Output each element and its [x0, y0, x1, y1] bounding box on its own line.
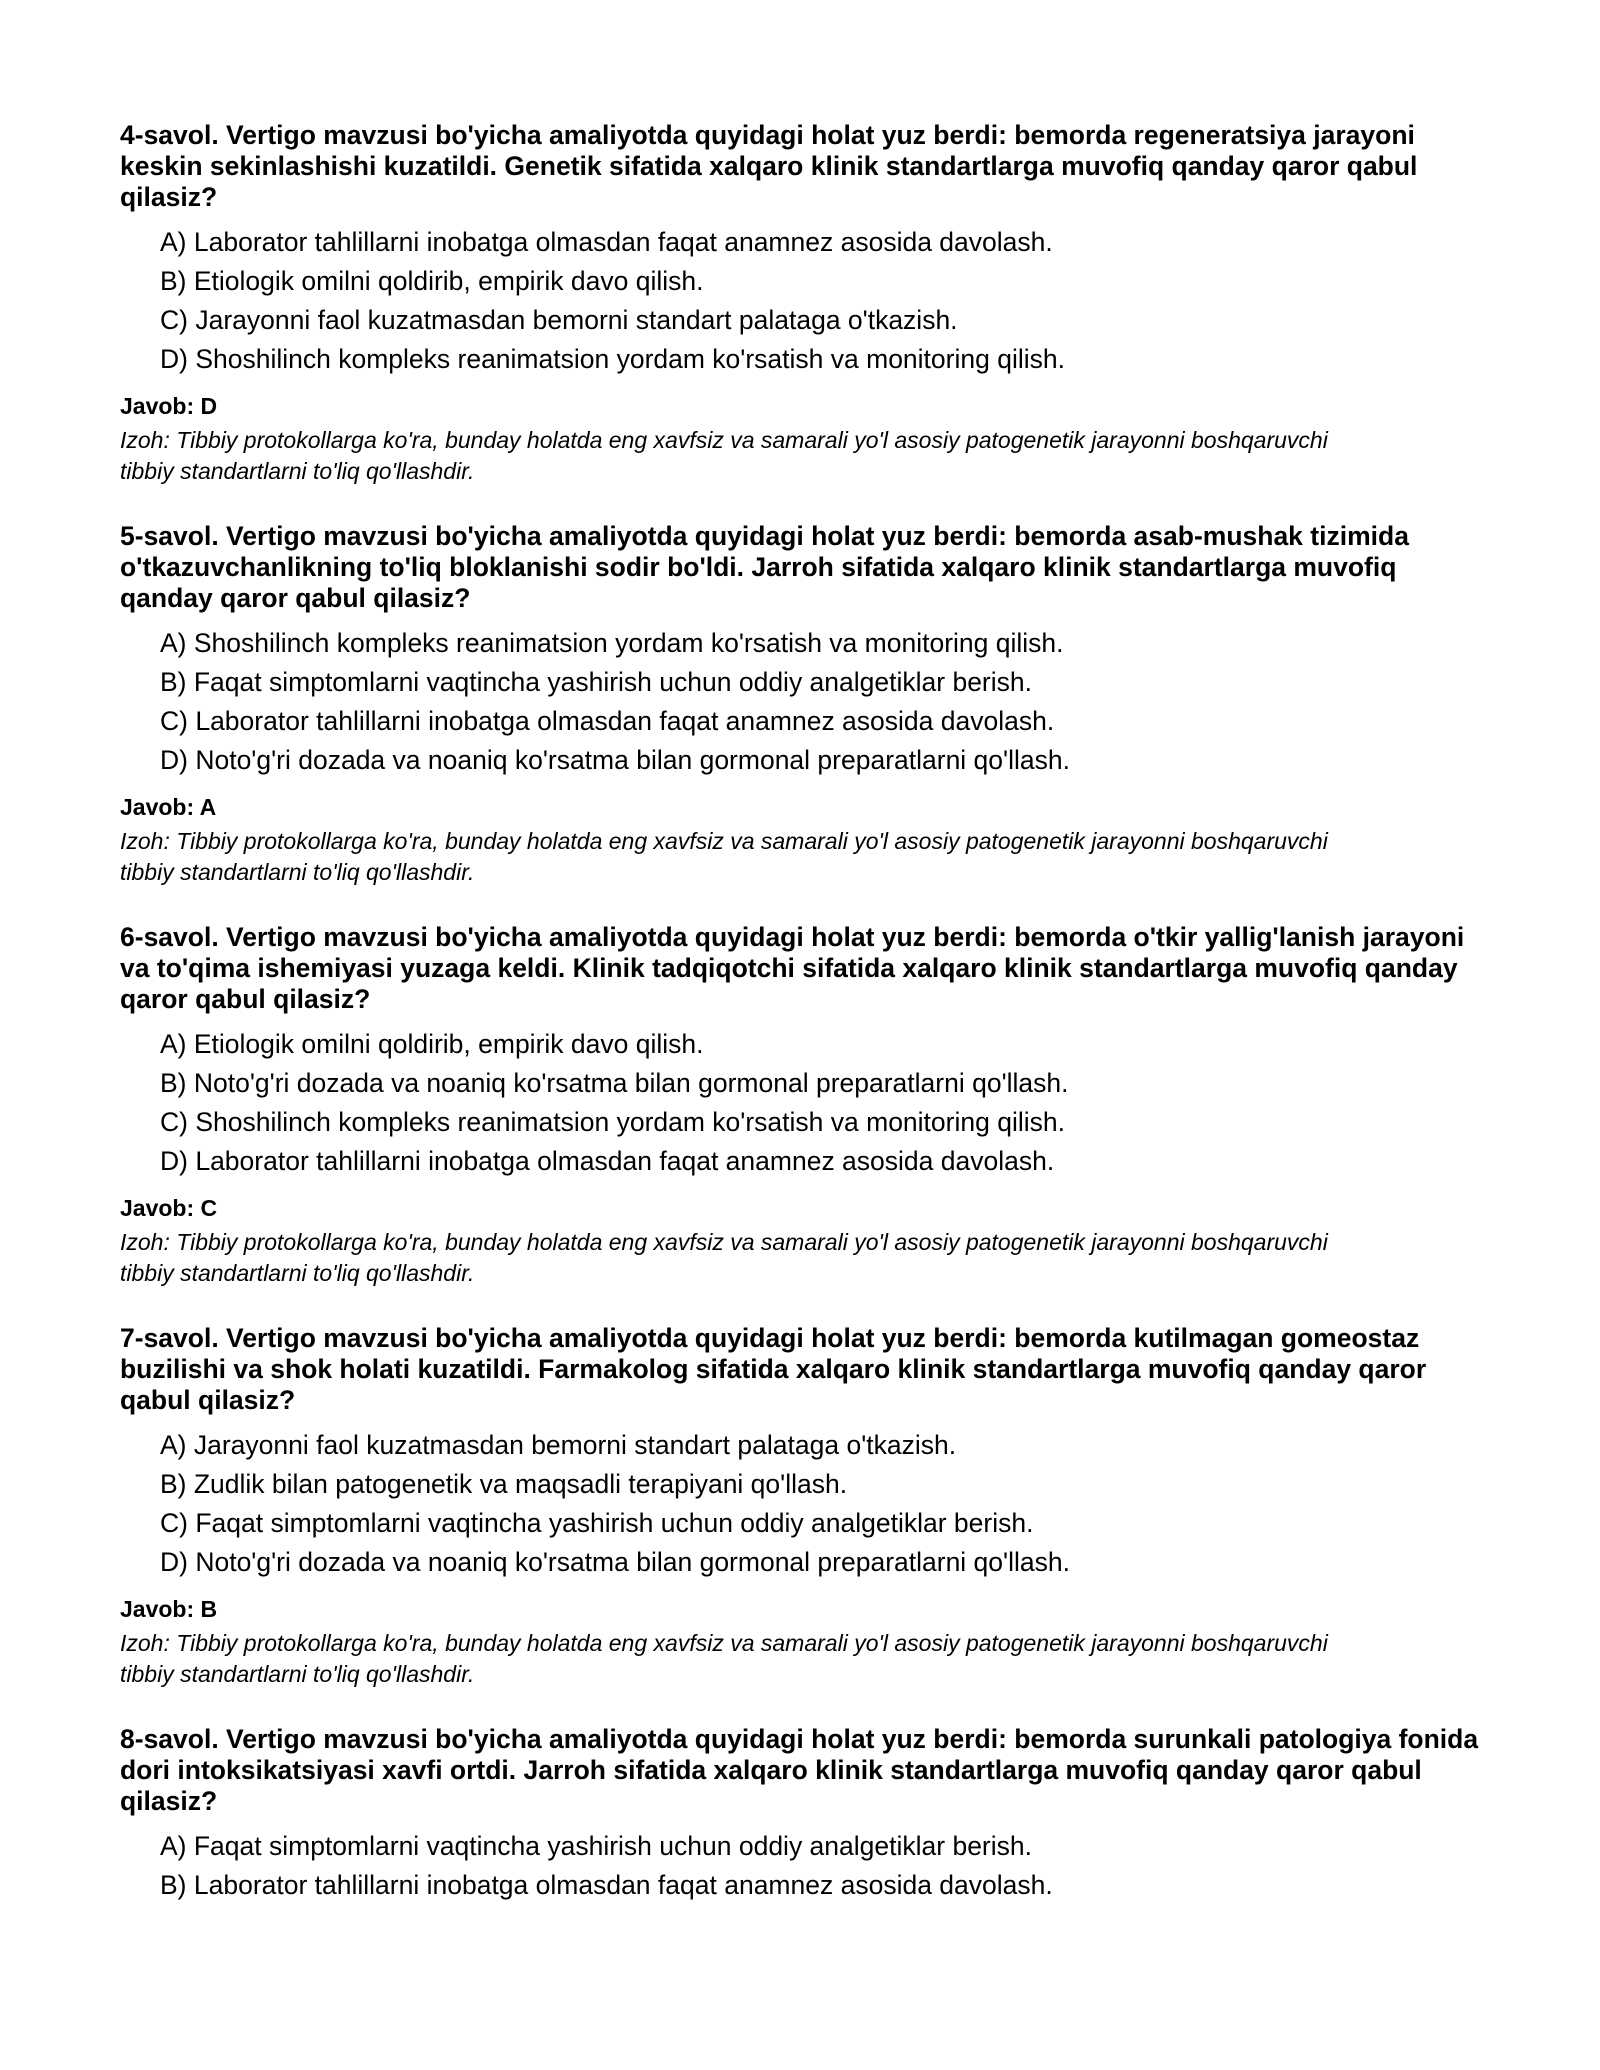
question-title: 5-savol. Vertigo mavzusi bo'yicha amaliyotda quyidagi holat yuz berdi: bemorda asab-mushak tizimida o'tkazuvchanlikning to'liq bloklanishi sodir bo'ldi. Jarroh sifatida xalqaro klinik standartlarga muvofiq qanday qaror qabul qilasiz? — [120, 521, 1409, 613]
option-b: B) Laborator tahlillarni inobatga olmasdan faqat anamnez asosida davolash. — [160, 1870, 1053, 1900]
option-a: A) Laborator tahlillarni inobatga olmasdan faqat anamnez asosida davolash. — [160, 227, 1053, 257]
option-a: A) Etiologik omilni qoldirib, empirik davo qilish. — [160, 1029, 704, 1059]
option-d: D) Shoshilinch kompleks reanimatsion yordam ko'rsatish va monitoring qilish. — [160, 344, 1065, 374]
option-list — [120, 624, 1490, 780]
question-6 — [120, 922, 1490, 1289]
option-a: A) Shoshilinch kompleks reanimatsion yordam ko'rsatish va monitoring qilish. — [160, 628, 1064, 658]
option-list — [120, 1025, 1490, 1181]
document-page — [120, 120, 1490, 1939]
question-title: 6-savol. Vertigo mavzusi bo'yicha amaliyotda quyidagi holat yuz berdi: bemorda o'tkir yallig'lanish jarayoni va to'qima ishemiyasi yuzaga keldi. Klinik tadqiqotchi sifatida xalqaro klinik standartlarga muvofiq qanday qaror qabul qilasiz? — [120, 922, 1465, 1014]
explanation-note: Izoh: Tibbiy protokollarga ko'ra, bunday holatda eng xavfsiz va samarali yo'l asosiy patogenetik jarayonni boshqaruvchi tibbiy standartlarni to'liq qo'llashdir. — [120, 427, 1328, 484]
option-b: B) Noto'g'ri dozada va noaniq ko'rsatma bilan gormonal preparatlarni qo'llash. — [160, 1068, 1069, 1098]
option-d: D) Noto'g'ri dozada va noaniq ko'rsatma bilan gormonal preparatlarni qo'llash. — [160, 1547, 1070, 1577]
question-4 — [120, 120, 1490, 487]
option-a: A) Faqat simptomlarni vaqtincha yashirish uchun oddiy analgetiklar berish. — [160, 1831, 1032, 1861]
question-5 — [120, 521, 1490, 888]
option-d: D) Laborator tahlillarni inobatga olmasdan faqat anamnez asosida davolash. — [160, 1146, 1055, 1176]
option-b: B) Etiologik omilni qoldirib, empirik davo qilish. — [160, 266, 704, 296]
explanation-note: Izoh: Tibbiy protokollarga ko'ra, bunday holatda eng xavfsiz va samarali yo'l asosiy patogenetik jarayonni boshqaruvchi tibbiy standartlarni to'liq qo'llashdir. — [120, 1229, 1328, 1286]
explanation-note: Izoh: Tibbiy protokollarga ko'ra, bunday holatda eng xavfsiz va samarali yo'l asosiy patogenetik jarayonni boshqaruvchi tibbiy standartlarni to'liq qo'llashdir. — [120, 828, 1328, 885]
option-c: C) Faqat simptomlarni vaqtincha yashirish uchun oddiy analgetiklar berish. — [160, 1508, 1034, 1538]
answer-label: Javob: B — [120, 1596, 218, 1622]
answer-label: Javob: C — [120, 1195, 218, 1221]
option-a: A) Jarayonni faol kuzatmasdan bemorni standart palataga o'tkazish. — [160, 1430, 957, 1460]
question-title: 8-savol. Vertigo mavzusi bo'yicha amaliyotda quyidagi holat yuz berdi: bemorda surunkali patologiya fonida dori intoksikatsiyasi xavfi ortdi. Jarroh sifatida xalqaro klinik standartlarga muvofiq qanday qaror qabul qilasiz? — [120, 1724, 1479, 1816]
question-title: 7-savol. Vertigo mavzusi bo'yicha amaliyotda quyidagi holat yuz berdi: bemorda kutilmagan gomeostaz buzilishi va shok holati kuzatildi. Farmakolog sifatida xalqaro klinik standartlarga muvofiq qanday qaror qabul qilasiz? — [120, 1323, 1427, 1415]
option-d: D) Noto'g'ri dozada va noaniq ko'rsatma bilan gormonal preparatlarni qo'llash. — [160, 745, 1070, 775]
option-c: C) Laborator tahlillarni inobatga olmasdan faqat anamnez asosida davolash. — [160, 706, 1055, 736]
option-c: C) Shoshilinch kompleks reanimatsion yordam ko'rsatish va monitoring qilish. — [160, 1107, 1065, 1137]
question-8 — [120, 1724, 1490, 1905]
answer-label: Javob: A — [120, 794, 217, 820]
option-list — [120, 1827, 1490, 1905]
option-b: B) Zudlik bilan patogenetik va maqsadli terapiyani qo'llash. — [160, 1469, 848, 1499]
explanation-note: Izoh: Tibbiy protokollarga ko'ra, bunday holatda eng xavfsiz va samarali yo'l asosiy patogenetik jarayonni boshqaruvchi tibbiy standartlarni to'liq qo'llashdir. — [120, 1630, 1328, 1687]
option-b: B) Faqat simptomlarni vaqtincha yashirish uchun oddiy analgetiklar berish. — [160, 667, 1032, 697]
question-7 — [120, 1323, 1490, 1690]
option-list — [120, 223, 1490, 379]
option-c: C) Jarayonni faol kuzatmasdan bemorni standart palataga o'tkazish. — [160, 305, 958, 335]
option-list — [120, 1426, 1490, 1582]
answer-label: Javob: D — [120, 393, 218, 419]
question-title: 4-savol. Vertigo mavzusi bo'yicha amaliyotda quyidagi holat yuz berdi: bemorda regeneratsiya jarayoni keskin sekinlashishi kuzatildi. Genetik sifatida xalqaro klinik standartlarga muvofiq qanday qaror qabul qilasiz? — [120, 120, 1418, 212]
